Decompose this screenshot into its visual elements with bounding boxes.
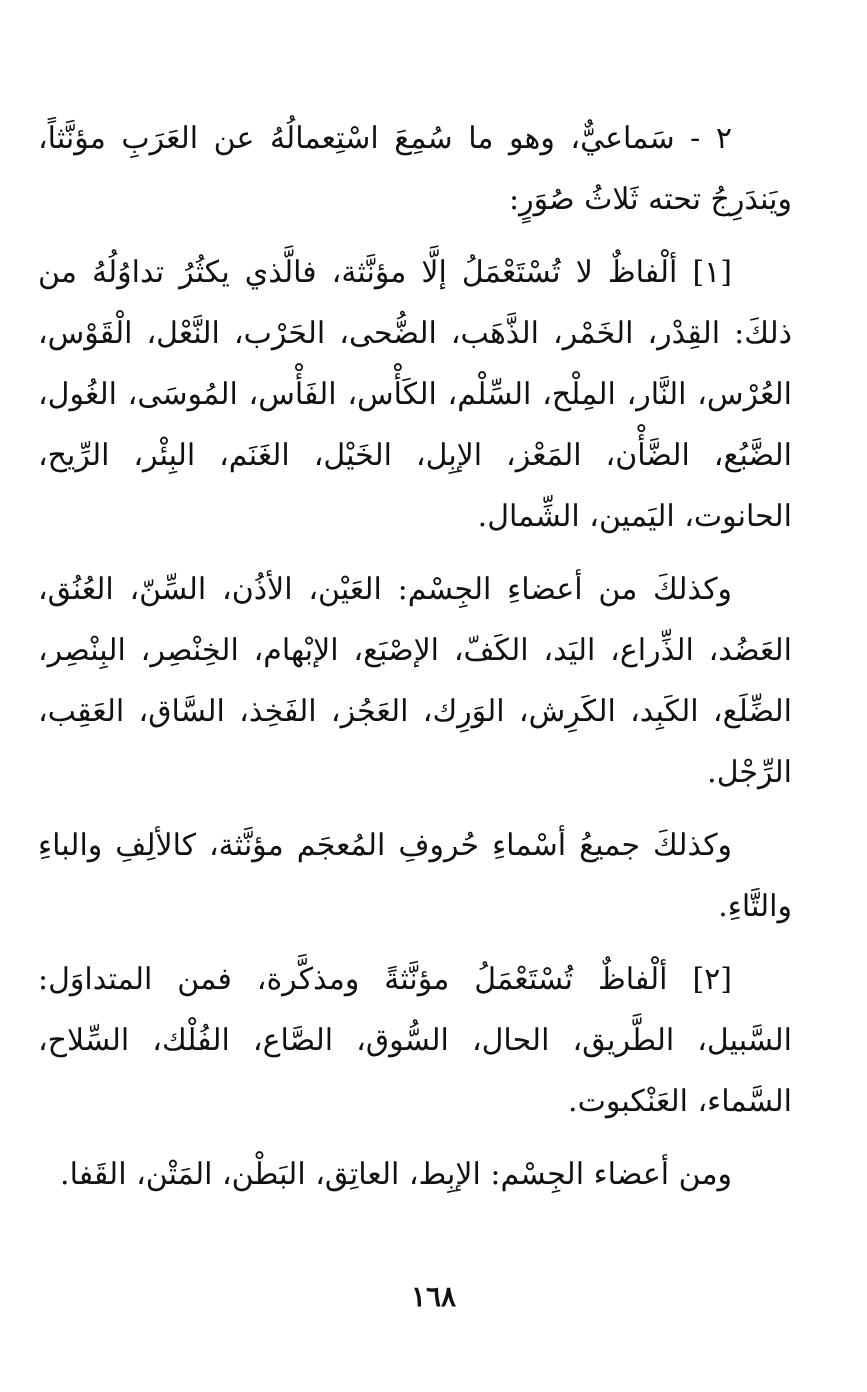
page-body bbox=[38, 108, 792, 1217]
paragraph-letter-names: وكذلكَ جميعُ أسْماءِ حُروفِ المُعجَم مؤنَّثة، كالألِفِ والباءِ والتَّاءِ. bbox=[38, 828, 792, 924]
paragraph-body-parts-feminine: وكذلكَ من أعضاءِ الجِسْم: العَيْن، الأذُن، السِّنّ، العُنُق، العَضُد، الذِّراع، اليَد، الكَفّ، الإصْبَع، الإبْهام، الخِنْصِر، البِنْصِر، الضِّلَع، الكَبِد، الكَرِش، الوَرِك، العَجُز، الفَخِذ، السَّاق، العَقِب، الرِّجْل. bbox=[38, 572, 792, 790]
paragraph-feminine-only-words: [١] ألْفاظٌ لا تُسْتَعْمَلُ إلَّا مؤنَّثة، فالَّذي يكثُرُ تداوُلُهُ من ذلكَ: القِدْر، الخَمْر، الذَّهَب، الضُّحى، الحَرْب، النَّعْل، الْقَوْس، العُرْس، النَّار، المِلْح، السِّلْم، الكَأْس، الفَأْس، المُوسَى، الغُول، الضَّبُع، الضَّأْن، المَعْز، الإبِل، الخَيْل، الغَنَم، البِئْر، الرِّيح، الحانوت، اليَمين، الشِّمال. bbox=[38, 255, 792, 534]
page-number: ١٦٨ bbox=[410, 1280, 457, 1313]
paragraph-both-genders-words: [٢] ألْفاظٌ تُسْتَعْمَلُ مؤنَّثةً ومذكَّرة، فمن المتداوَل: السَّبيل، الطَّريق، الحال، السُّوق، الصَّاع، الفُلْك، السِّلاح، السَّماء، العَنْكبوت. bbox=[38, 962, 792, 1119]
paragraph-body-parts-both: ومن أعضاء الجِسْم: الإبِط، العاتِق، البَطْن، المَتْن، القَفا. bbox=[60, 1157, 732, 1192]
paragraph-samaei-intro: ٢ - سَماعيٌّ، وهو ما سُمِعَ اسْتِعمالُهُ عن العَرَبِ مؤنَّثاً، ويَندَرِجُ تحته ثَلاثُ صُوَرٍ: bbox=[38, 121, 792, 217]
